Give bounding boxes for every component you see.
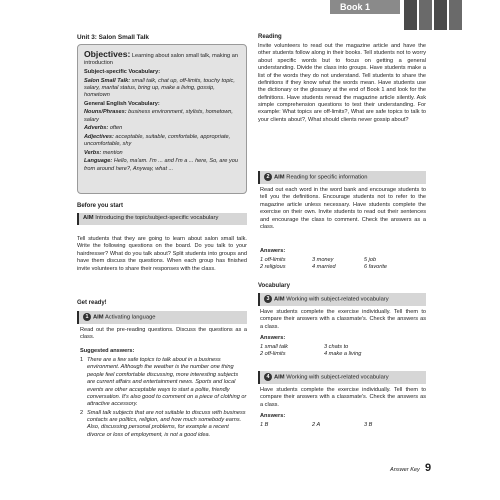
reading-title: Reading [258, 34, 282, 40]
get-ready-paragraph: Read out the pre-reading questions. Discuss the questions as a class. [80, 327, 247, 341]
aim4-paragraph: Have students complete the exercise individually. Tell them to compare their answers with a classmate's. Check the answers as a class. [260, 387, 426, 408]
aim-bar-1: 1 AIM Activating language [77, 311, 247, 324]
general-vocab-heading: General English Vocabulary: [84, 100, 160, 107]
objectives-box: Objectives: Learning about salon small talk, making an introduction Subject-specific Vocabulary: Salon Small Talk: small talk, chat up, off-limits, touchy topic, salary, marital status, bring up, make a living, gossip, hometown General English Vocabulary: Nouns/Phrases: business environment, stylists, hometown, salary Adverbs: often Adjectives: acceptable, suitable, comfortable, appropriate, uncomfortable, shy Verbs: mention Language: Hello, ma'am. I'm ... and I'm a ... here, So, are you from around here?, Anyway, what ... [77, 44, 247, 194]
header-stripe [449, 0, 462, 30]
answer-item: 1 small talk [260, 344, 288, 350]
list-item: 1 There are a few safe topics to talk about in a business environment. Although the weather is the number one thing people feel comfortable discussing, more interesting subjects are current affairs and entertainment news. Sports and local events are other acceptable ways to start a polite, friendly conversation. It's also good to comment on a piece of clothing or attractive accessory. [80, 357, 247, 408]
answer-item: 3 money [312, 257, 334, 263]
number-badge: 4 [264, 373, 272, 381]
aim2-paragraph: Read out each word in the word bank and encourage students to tell you the definitions. Encourage students not to refer to the magazine article unless necessary. Have students complete the exercise on their own. Invite students to read out their sentences and encourage the class to comment. Check the answers as a class. [260, 187, 426, 230]
suggested-answers-list [80, 357, 247, 440]
aim-bar-2: 2 AIM Reading for specific information [258, 171, 426, 184]
suggested-answers-title: Suggested answers: [80, 348, 135, 354]
answers-title: Answers: [260, 413, 286, 419]
page-number: 9 [425, 462, 432, 474]
answers-title: Answers: [260, 248, 286, 254]
answer-item: 3 B [364, 422, 373, 428]
answers-list-3 [260, 344, 388, 359]
subject-vocab-heading: Subject-specific Vocabulary: [84, 68, 161, 75]
answer-item: 2 A [312, 422, 321, 428]
answers-title: Answers: [260, 335, 286, 341]
objectives-heading: Objectives: [84, 49, 131, 59]
answer-item: 4 married [312, 264, 336, 271]
aim3-paragraph: Have students complete the exercise individually. Tell them to compare their answers with a classmate's. Check the answers as a class. [260, 309, 426, 330]
before-start-paragraph: Tell students that they are going to learn about salon small talk. Write the following questions on the board. Do you talk to your hairdresser? What do you talk about? Split students into groups and have them discuss the questions. When each group has finished invite volunteers to share their responses with the class. [77, 236, 247, 272]
number-badge: 2 [264, 173, 272, 181]
number-badge: 3 [264, 295, 272, 303]
answer-item: 6 favorite [364, 264, 388, 271]
header-stripe [404, 0, 417, 30]
number-badge: 1 [83, 313, 91, 321]
list-item: 2 Small talk subjects that are not suitable to discuss with business contacts are politics, religion, and how much somebody earns. Also, discussing personal problems, for example a recent divorce or loss of employment, is not a good idea. [80, 409, 246, 438]
answer-item: 5 job [364, 257, 377, 263]
before-start-title: Before you start [77, 203, 124, 209]
reading-paragraph: Invite volunteers to read out the magazine article and have the other students follow along in their books. Tell students not to worry about specific words but to focus on getting a general understanding. Divide the class into groups. Have students make a list of the words they do not understand. Tell students to share the definitions if they know what the words mean. Have students use the dictionary or the glossary at the end of Book 1 and look for the definitions. Have students reread the magazine article silently. Ask simple comprehension questions to test their understanding. For example: What topics are off-limits?, What are safe topics to talk to your clients about?, What should clients never gossip about? [258, 43, 426, 123]
footer-label: Answer Key [390, 467, 420, 473]
header-stripe [434, 0, 447, 30]
unit-title: Unit 3: Salon Small Talk [77, 34, 149, 41]
answer-item: 1 B [260, 422, 269, 428]
answer-item: 4 make a living [324, 351, 362, 358]
answers-list-4 [260, 422, 404, 429]
answers-list-2 [260, 257, 416, 272]
answer-item: 2 off-limits [260, 351, 286, 358]
answer-item: 2 religious [260, 264, 286, 271]
aim-bar-4: 4 AIM Working with subject-related vocabulary [258, 371, 426, 384]
answer-item: 3 chats to [324, 344, 349, 350]
aim-bar-3: 3 AIM Working with subject-related vocabulary [258, 293, 426, 306]
get-ready-title: Get ready! [77, 300, 107, 306]
objectives-intro: Learning about salon small talk, making an introduction [84, 53, 238, 67]
salon-vocab: small talk, chat up, off-limits, touchy topic, salary, marital status, bring up, make a living, gossip, hometown [84, 77, 235, 99]
answer-item: 1 off-limits [260, 257, 286, 263]
header-stripe [419, 0, 432, 30]
aim-bar-intro: AIM Introducing the topic/subject-specific vocabulary [77, 213, 247, 225]
vocabulary-title: Vocabulary [258, 283, 290, 289]
book-label: Book 1 [330, 0, 400, 14]
